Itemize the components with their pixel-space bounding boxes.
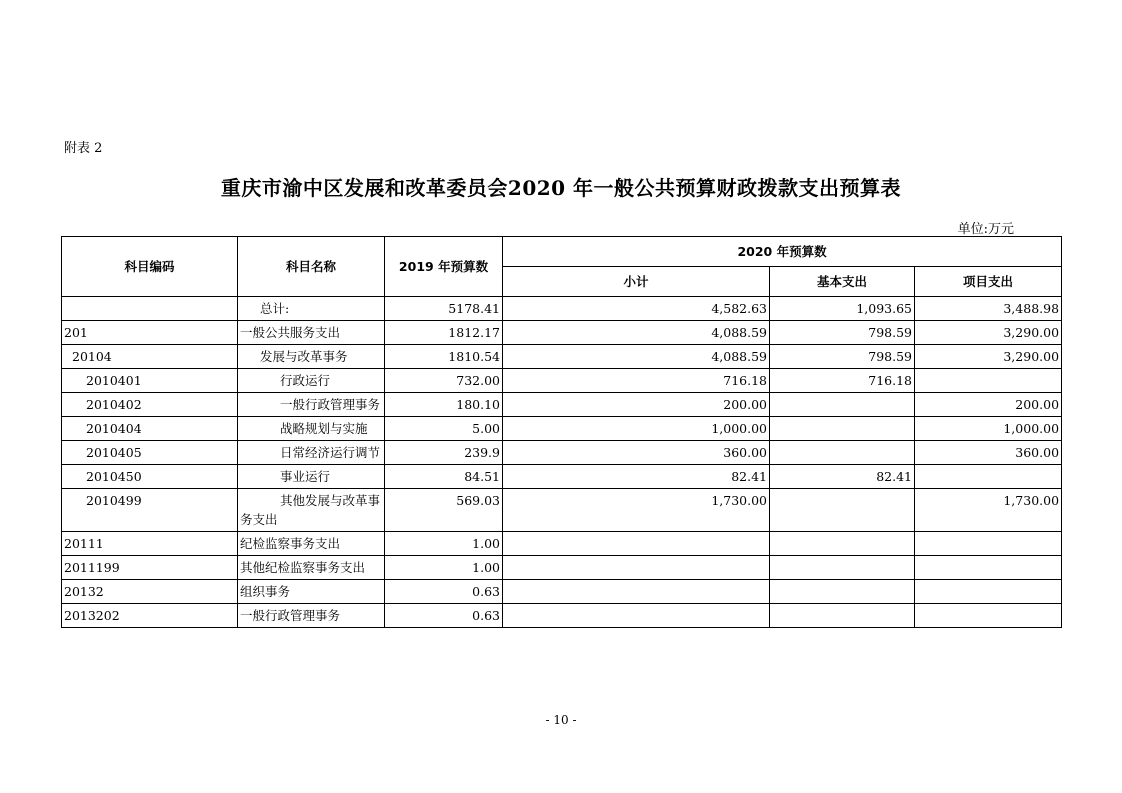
cell-project: [915, 556, 1062, 580]
table-row: [62, 532, 1062, 556]
cell-name: 一般行政管理事务: [238, 604, 385, 628]
unit-label: 单位:万元: [957, 222, 1014, 237]
cell-budget-2019: 5.00: [385, 417, 503, 441]
cell-name: 组织事务: [238, 580, 385, 604]
cell-name: 一般公共服务支出: [238, 321, 385, 345]
cell-project: [915, 532, 1062, 556]
table-row: [62, 441, 1062, 465]
cell-budget-2019: 569.03: [385, 489, 503, 532]
cell-name: 发展与改革事务: [238, 345, 385, 369]
cell-basic: [770, 393, 915, 417]
cell-code: 201: [62, 321, 238, 345]
cell-budget-2019: 732.00: [385, 369, 503, 393]
cell-budget-2019: 0.63: [385, 604, 503, 628]
cell-code: 20104: [62, 345, 238, 369]
cell-subtotal: 200.00: [503, 393, 770, 417]
cell-basic: [770, 489, 915, 532]
cell-budget-2019: 180.10: [385, 393, 503, 417]
cell-subtotal: [503, 532, 770, 556]
cell-basic: [770, 556, 915, 580]
cell-project: 1,000.00: [915, 417, 1062, 441]
table-row: [62, 556, 1062, 580]
table-body: [62, 297, 1062, 628]
cell-subtotal: 1,000.00: [503, 417, 770, 441]
table-row: [62, 393, 1062, 417]
cell-project: 3,290.00: [915, 345, 1062, 369]
cell-subtotal: [503, 556, 770, 580]
header-budget-2019: 2019 年预算数: [385, 237, 503, 297]
cell-project: 200.00: [915, 393, 1062, 417]
cell-code: 2010405: [62, 441, 238, 465]
page-number: - 10 -: [545, 713, 577, 727]
cell-project: [915, 604, 1062, 628]
cell-project: 360.00: [915, 441, 1062, 465]
cell-subtotal: 1,730.00: [503, 489, 770, 532]
cell-code: 2013202: [62, 604, 238, 628]
budget-table: [61, 236, 1062, 628]
cell-budget-2019: 1.00: [385, 556, 503, 580]
cell-code: 2010499: [62, 489, 238, 532]
header-budget-2020: 2020 年预算数: [503, 237, 1062, 267]
cell-basic: 82.41: [770, 465, 915, 489]
cell-code: 2010404: [62, 417, 238, 441]
cell-basic: 716.18: [770, 369, 915, 393]
cell-subtotal: 4,582.63: [503, 297, 770, 321]
table-row: [62, 369, 1062, 393]
cell-basic: [770, 441, 915, 465]
cell-code: 20132: [62, 580, 238, 604]
cell-basic: [770, 604, 915, 628]
header-subtotal: 小计: [503, 267, 770, 297]
cell-basic: [770, 532, 915, 556]
attachment-label: 附表 2: [64, 141, 103, 156]
table-row: [62, 345, 1062, 369]
cell-basic: [770, 417, 915, 441]
cell-budget-2019: 1.00: [385, 532, 503, 556]
cell-budget-2019: 0.63: [385, 580, 503, 604]
header-name: 科目名称: [238, 237, 385, 297]
cell-subtotal: 360.00: [503, 441, 770, 465]
document-title: 重庆市渝中区发展和改革委员会2020 年一般公共预算财政拨款支出预算表: [220, 176, 902, 200]
cell-project: 3,290.00: [915, 321, 1062, 345]
cell-name: 事业运行: [238, 465, 385, 489]
header-basic: 基本支出: [770, 267, 915, 297]
cell-project: [915, 580, 1062, 604]
cell-code: 2010401: [62, 369, 238, 393]
cell-name: 其他发展与改革事务支出: [238, 489, 385, 532]
table-row: [62, 465, 1062, 489]
table-row: [62, 297, 1062, 321]
table-row: [62, 604, 1062, 628]
cell-code: 2011199: [62, 556, 238, 580]
cell-budget-2019: 5178.41: [385, 297, 503, 321]
cell-subtotal: 716.18: [503, 369, 770, 393]
cell-basic: 798.59: [770, 345, 915, 369]
table-row: [62, 321, 1062, 345]
cell-project: 1,730.00: [915, 489, 1062, 532]
cell-name: 纪检监察事务支出: [238, 532, 385, 556]
cell-name: 行政运行: [238, 369, 385, 393]
cell-name: 日常经济运行调节: [238, 441, 385, 465]
cell-basic: 1,093.65: [770, 297, 915, 321]
cell-project: [915, 465, 1062, 489]
cell-subtotal: 4,088.59: [503, 321, 770, 345]
cell-budget-2019: 1812.17: [385, 321, 503, 345]
cell-subtotal: [503, 604, 770, 628]
table-row: [62, 417, 1062, 441]
cell-basic: [770, 580, 915, 604]
cell-code: 2010450: [62, 465, 238, 489]
cell-name: 其他纪检监察事务支出: [238, 556, 385, 580]
cell-budget-2019: 84.51: [385, 465, 503, 489]
cell-basic: 798.59: [770, 321, 915, 345]
header-code: 科目编码: [62, 237, 238, 297]
table-row: [62, 580, 1062, 604]
cell-subtotal: [503, 580, 770, 604]
cell-code: [62, 297, 238, 321]
cell-name: 战略规划与实施: [238, 417, 385, 441]
cell-budget-2019: 1810.54: [385, 345, 503, 369]
cell-budget-2019: 239.9: [385, 441, 503, 465]
cell-name: 总计:: [238, 297, 385, 321]
cell-code: 20111: [62, 532, 238, 556]
cell-project: 3,488.98: [915, 297, 1062, 321]
table-row: [62, 489, 1062, 532]
cell-name: 一般行政管理事务: [238, 393, 385, 417]
cell-project: [915, 369, 1062, 393]
cell-subtotal: 4,088.59: [503, 345, 770, 369]
header-project: 项目支出: [915, 267, 1062, 297]
cell-subtotal: 82.41: [503, 465, 770, 489]
cell-code: 2010402: [62, 393, 238, 417]
